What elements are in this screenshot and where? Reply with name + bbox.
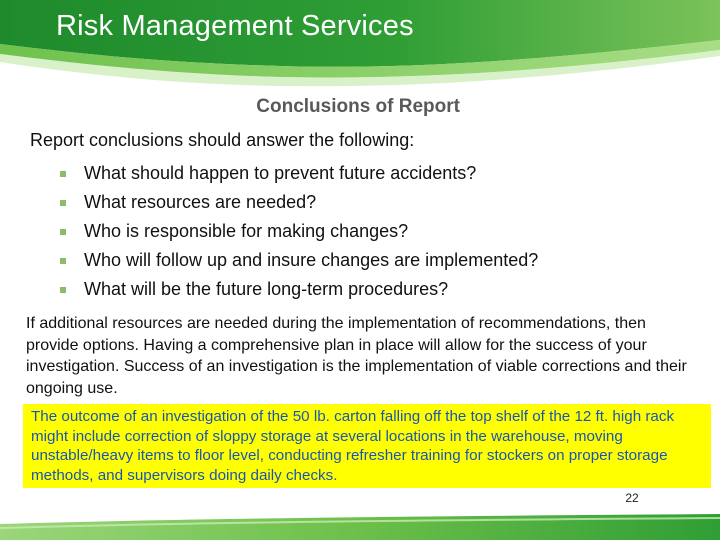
square-bullet-icon [60, 229, 66, 235]
bullet-item [60, 159, 538, 188]
bullet-list [60, 159, 538, 304]
square-bullet-icon [60, 287, 66, 293]
bullet-text: What resources are needed? [84, 192, 317, 212]
body-paragraph: If additional resources are needed during the implementation of recommendations, then provide options. Having a comprehensive plan in place will allow for the success of your investigation. Success of an investigation is the implementation of viable corrections and their ongoing use. [26, 315, 687, 397]
bullet-text: Who will follow up and insure changes are implemented? [84, 250, 539, 270]
slide-subtitle [0, 96, 688, 118]
footer-band [0, 510, 720, 540]
bullet-item [60, 188, 538, 217]
square-bullet-icon [60, 200, 66, 206]
highlight-text: The outcome of an investigation of the 50 lb. carton falling off the top shelf of the 12 ft. high rack might include correction of sloppy storage at several locations in the warehouse, moving unstable/heavy items to floor level, conducting refresher training for stockers on proper storage methods, and supervisors doing daily checks. [31, 408, 675, 484]
intro-text: Report conclusions should answer the following: [30, 130, 415, 150]
bullet-item [60, 275, 538, 304]
bullet-text: Who is responsible for making changes? [84, 221, 409, 241]
bullet-item [60, 246, 538, 275]
header-title: Risk Management Services [56, 10, 414, 42]
square-bullet-icon [60, 171, 66, 177]
slide-subtitle-text: Conclusions of Report [256, 96, 460, 117]
bullet-item [60, 217, 538, 246]
page-number: 22 [625, 491, 639, 505]
square-bullet-icon [60, 258, 66, 264]
bullet-text: What will be the future long-term procedures? [84, 279, 449, 299]
bullet-text: What should happen to prevent future accidents? [84, 163, 477, 183]
